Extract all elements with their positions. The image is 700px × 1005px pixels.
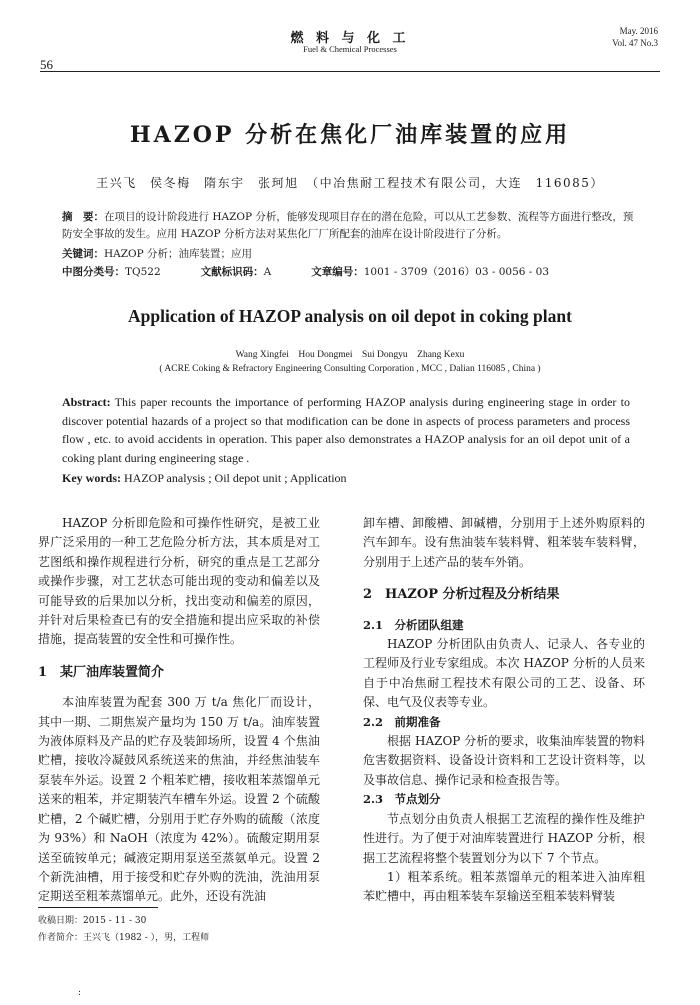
section-2-heading: 2 HAZOP 分析过程及分析结果 — [363, 587, 560, 603]
section-2-1-paragraph: HAZOP 分析团队由负责人、记录人、各专业的工程师及行业专家组成。本次 HAZOP 分析的人员来自于中冶焦耐工程技术有限公司的工艺、设备、环保、电气及仪表等专业。 — [363, 637, 645, 710]
abstract-cn-label: 摘 要： — [62, 211, 104, 223]
section-2-2-paragraph: 根据 HAZOP 分析的要求，收集油库装置的物料危害数据资料、设备设计资料和工艺设计资料等，以及事故信息、操作记录和检查报告等。 — [363, 734, 645, 787]
body-column-left — [38, 514, 320, 907]
authors-en: Wang Xingfei Hou Dongmei Sui Dongyu Zhang Kexu — [235, 350, 465, 360]
keywords-en-text: HAZOP analysis ; Oil depot unit ; Application — [121, 471, 347, 485]
article-no-label: 文章编号： — [311, 266, 364, 278]
abstract-en — [62, 393, 630, 467]
section-2-2-heading: 2.2 前期准备 — [363, 714, 441, 729]
section-2-3-heading: 2.3 节点划分 — [363, 792, 441, 807]
body-column-right — [363, 514, 645, 907]
article-no-value: 1001 - 3709（2016）03 - 0056 - 03 — [363, 266, 550, 278]
footnote-received-date: 收稿日期：2015 - 11 - 30 — [38, 916, 147, 926]
doc-code-label: 文献标识码： — [200, 266, 264, 278]
clc-label: 中图分类号： — [62, 266, 125, 278]
keywords-en-label: Key words: — [62, 471, 121, 485]
keywords-cn — [62, 246, 638, 263]
affiliation-en: ( ACRE Coking & Refractory Engineering Consulting Corporation , MCC , Dalian 116085 , China ) — [159, 364, 541, 374]
abstract-en-label: Abstract: — [62, 395, 111, 409]
header-rule — [40, 71, 660, 72]
abstract-cn — [62, 209, 638, 243]
abstract-en-text: This paper recounts the importance of performing HAZOP analysis during engineering stage in order to discover potential hazards of a project so that modification can be done in aspects of process parameters and process flow , etc. to avoid accidents in operation. This paper also demonstrates a HAZOP analysis for an oil depot unit of a coking plant during engineering stage . — [62, 395, 630, 465]
continued-paragraph: 卸车槽、卸酸槽、卸碱槽，分别用于上述外购原料的汽车卸车。设有焦油装车装料臂、粗苯装车装料臂，分别用于上述产品的装车外销。 — [363, 516, 645, 569]
keywords-en — [62, 471, 638, 486]
section-2-3-paragraph: 节点划分由负责人根据工艺流程的操作性及维护性进行。为了便于对油库装置进行 HAZOP 分析，根据工艺流程将整个装置划分为以下 7 个节点。 — [363, 811, 645, 865]
keywords-cn-text: HAZOP 分析；油库装置；应用 — [104, 248, 253, 260]
node-1-paragraph: 1）粗苯系统。粗苯蒸馏单元的粗苯进入油库粗苯贮槽中，再由粗苯装车泵输送至粗苯装料臂装 — [363, 869, 645, 904]
keywords-cn-label: 关键词： — [62, 248, 104, 260]
classification-line — [62, 264, 638, 281]
section-2-1-heading: 2.1 分析团队组建 — [363, 617, 464, 632]
footnote-rule — [38, 907, 158, 908]
issue-volume: Vol. 47 No.3 — [612, 38, 658, 48]
abstract-cn-text: 在项目的设计阶段进行 HAZOP 分析，能够发现项目存在的潜在危险，可以从工艺参数、流程等方面进行整改，预防安全事故的发生。应用 HAZOP 分析方法对某焦化厂厂所配套的油库在设计阶段进行了分析。 — [62, 211, 634, 240]
section-1-heading: 1 某厂油库装置简介 — [38, 664, 165, 680]
doc-code-value: A — [263, 266, 272, 278]
paper-title-cn: HAZOP 分析在焦化厂油库装置的应用 — [129, 122, 571, 148]
section-1-paragraph: 本油库装置为配套 300 万 t/a 焦化厂而设计，其中一期、二期焦炭产量均为 150 万 t/a。油库装置为液体原料及产品的贮存及装卸场所，设置 4 个焦油贮槽，接收冷凝鼓风系统送来的焦油，并经焦油装车泵装车外运。设置 2 个粗苯贮槽，接收粗苯蒸馏单元送来的粗苯，并定期装汽车槽车外运。设置 2 个硫酸贮槽，2 个碱贮槽，分别用于贮存外购的硫酸（浓度为 93%）和 NaOH（浓度为 42%）。硫酸定期用泵送至硫铵单元；碱液定期用泵送至蒸氨单元。设置 2 个新洗油槽，用于接受和贮存外购的洗油，洗油用泵定期送至粗苯蒸馏单元。此外，还设有洗油 — [38, 695, 320, 904]
page-number: 56 — [40, 57, 53, 72]
issue-date: May. 2016 — [619, 26, 658, 36]
intro-paragraph: HAZOP 分析即危险和可操作性研究，是被工业界广泛采用的一种工艺危险分析方法，其本质是对工艺图纸和操作规程进行分析，研究的重点是工艺部分或操作步骤，对工艺状态可能出现的变动和偏差以及可能导致的后果加以分析，找出变动和偏差的原因，并针对后果检查已有的安全措施和提出应采取的补偿措施，提高装置的安全性和可操作性。 — [38, 516, 320, 647]
clc-value: TQ522 — [125, 266, 161, 278]
journal-title-en: Fuel & Chemical Processes — [303, 44, 397, 54]
paper-title-en: Application of HAZOP analysis on oil depot in coking plant — [128, 306, 572, 326]
journal-title-cn: 燃 料 与 化 工 — [290, 31, 410, 46]
authors-cn: 王兴飞 侯冬梅 隋东宇 张珂旭 （中冶焦耐工程技术有限公司，大连 116085） — [96, 176, 604, 190]
footnote-author-bio: 作者简介：王兴飞（1982 - ），男，工程师 — [38, 933, 210, 943]
bottom-mark: : — [78, 988, 82, 998]
